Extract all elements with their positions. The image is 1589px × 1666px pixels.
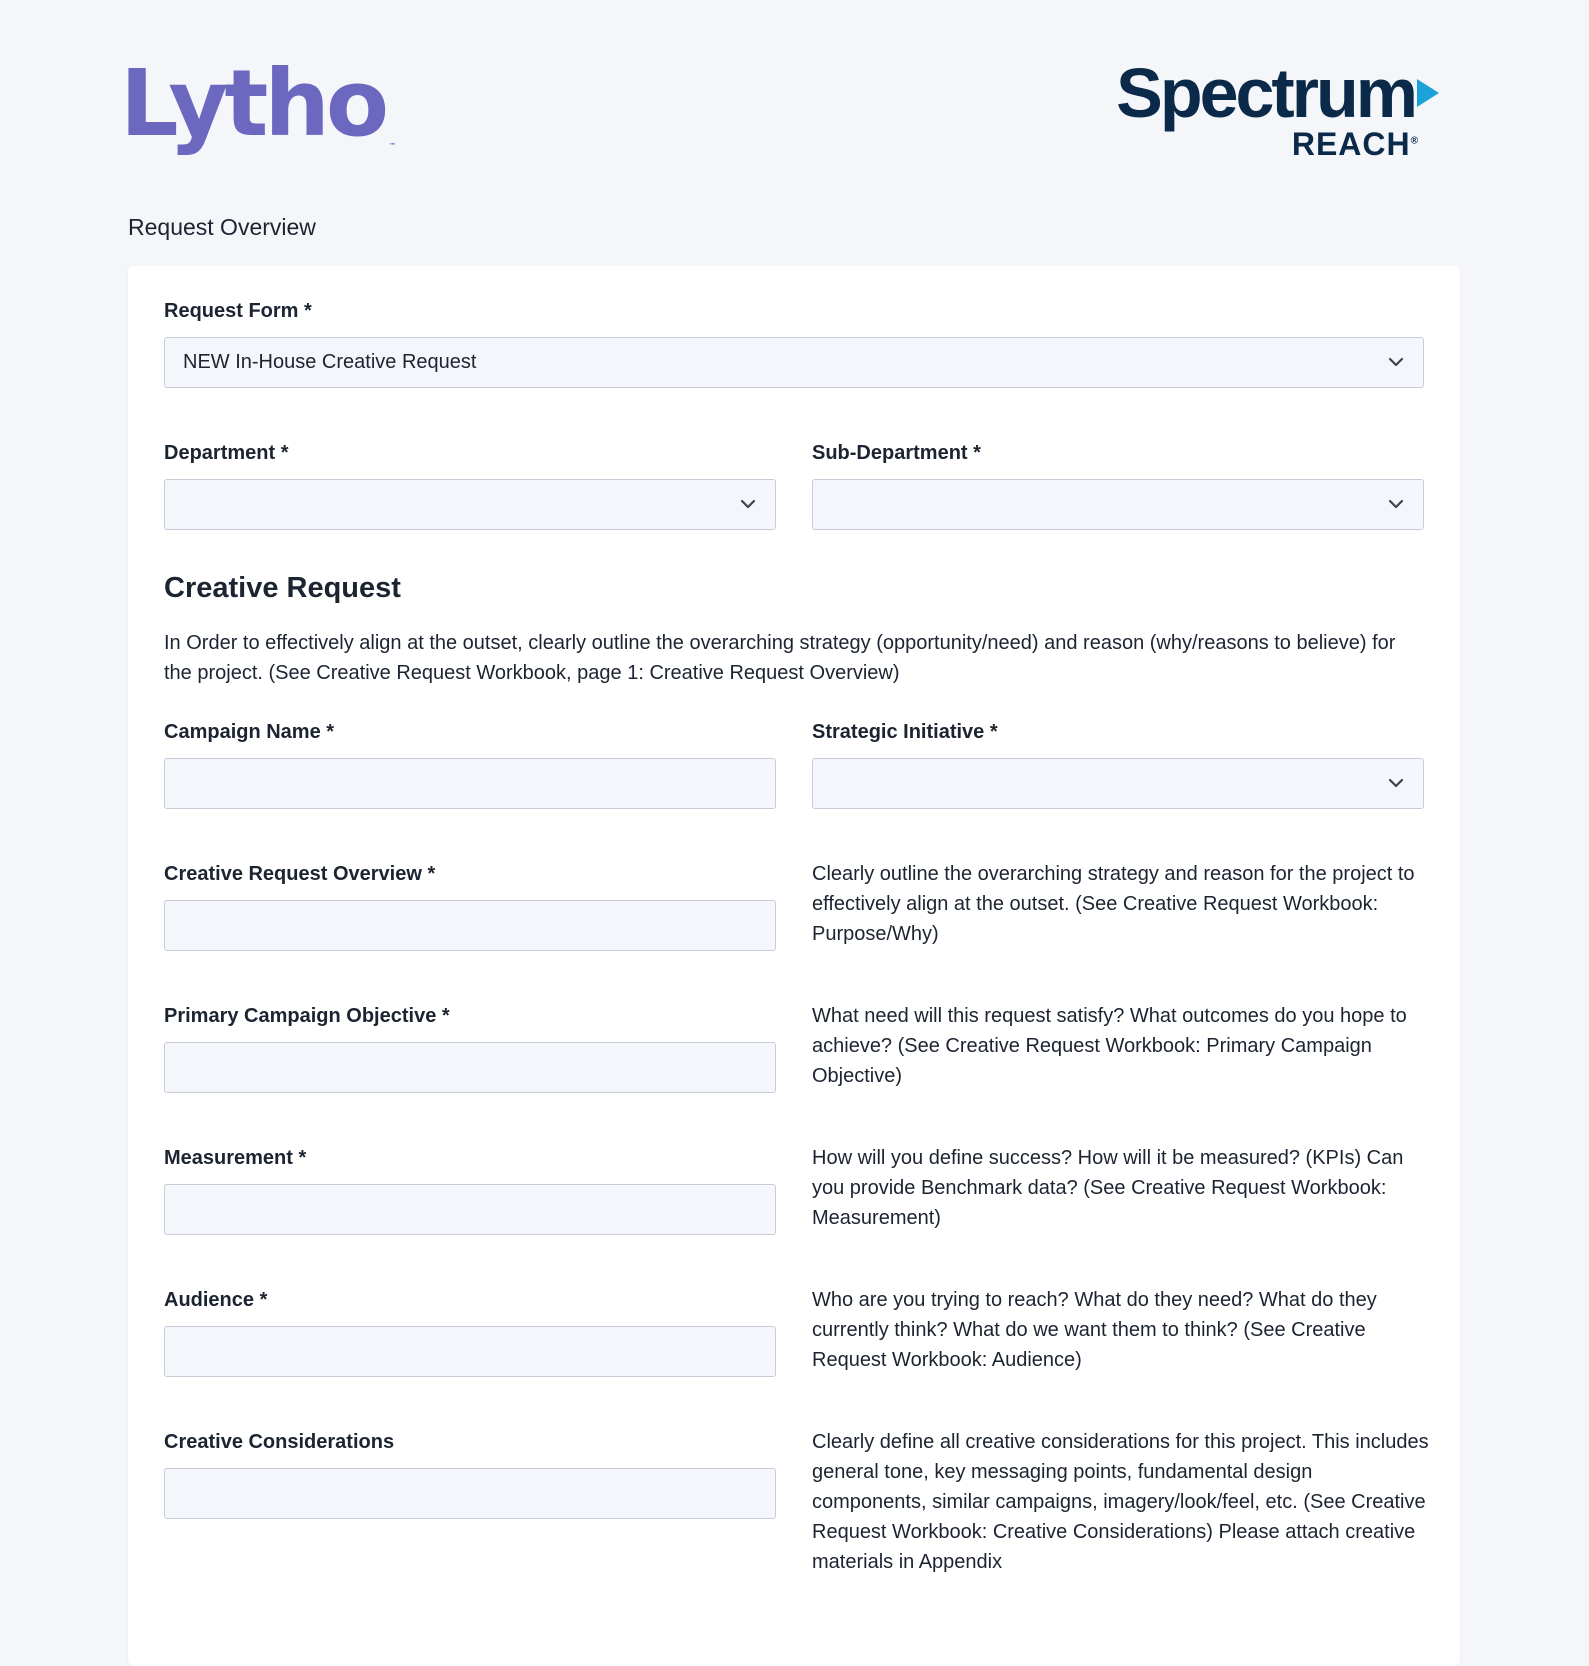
chevron-down-icon [1387,353,1405,371]
measurement-label: Measurement * [164,1147,307,1169]
department-label: Department * [164,442,289,464]
audience-help: Who are you trying to reach? What do they need? What do they currently think? What do we want them to think? (See Creative Request Workbook: Audience) [812,1289,1377,1371]
play-arrow-icon [1417,79,1439,107]
trademark-mark: ™ [389,142,397,150]
spectrum-reach-logo [1116,54,1439,163]
request-form-select[interactable] [164,337,1424,388]
request-form-card [128,266,1460,1666]
primary-campaign-objective-label: Primary Campaign Objective * [164,1005,450,1027]
lytho-logo-text: Lytho [120,50,386,157]
primary-campaign-objective-help: What need will this request satisfy? What outcomes do you hope to achieve? (See Creative Request Workbook: Primary Campaign Objective) [812,1005,1407,1087]
registered-mark: ® [1410,135,1419,147]
audience-input[interactable] [164,1326,776,1377]
spectrum-logo-text: Spectrum [1116,54,1415,132]
creative-request-overview-help: Clearly outline the overarching strategy and reason for the project to effectively align at the outset. (See Creative Request Workbook: Purpose/Why) [812,863,1415,945]
request-form-value: NEW In-House Creative Request [183,351,477,373]
chevron-down-icon [1387,495,1405,513]
reach-logo-text: REACH [1291,126,1411,162]
request-form-label: Request Form * [164,300,312,322]
sub-department-select[interactable] [812,479,1424,530]
campaign-name-input[interactable] [164,758,776,809]
measurement-input[interactable] [164,1184,776,1235]
strategic-initiative-label: Strategic Initiative * [812,721,998,743]
audience-label: Audience * [164,1289,268,1311]
department-select[interactable] [164,479,776,530]
creative-considerations-label: Creative Considerations [164,1431,395,1453]
chevron-down-icon [1387,774,1405,792]
chevron-down-icon [739,495,757,513]
creative-request-overview-input[interactable] [164,900,776,951]
creative-considerations-input[interactable] [164,1468,776,1519]
measurement-help: How will you define success? How will it be measured? (KPIs) Can you provide Benchmark data? (See Creative Request Workbook: Measurement) [812,1147,1404,1229]
primary-campaign-objective-input[interactable] [164,1042,776,1093]
creative-considerations-help: Clearly define all creative considerations for this project. This includes general tone, key messaging points, fundamental design components, similar campaigns, imagery/look/feel, etc. (See Creative Request Workbook: Creative Considerations) Please attach creative materials in Appendix [812,1431,1429,1573]
creative-request-intro: In Order to effectively align at the outset, clearly outline the overarching strategy (opportunity/need) and reason (why/reasons to believe) for the project. (See Creative Request Workbook, page 1: Creative Request Overview) [164,632,1396,684]
creative-request-overview-label: Creative Request Overview * [164,863,436,885]
section-title: Request Overview [128,214,316,240]
campaign-name-label: Campaign Name * [164,721,335,743]
strategic-initiative-select[interactable] [812,758,1424,809]
sub-department-label: Sub-Department * [812,442,981,464]
lytho-logo [120,50,397,157]
creative-request-heading: Creative Request [164,572,401,604]
